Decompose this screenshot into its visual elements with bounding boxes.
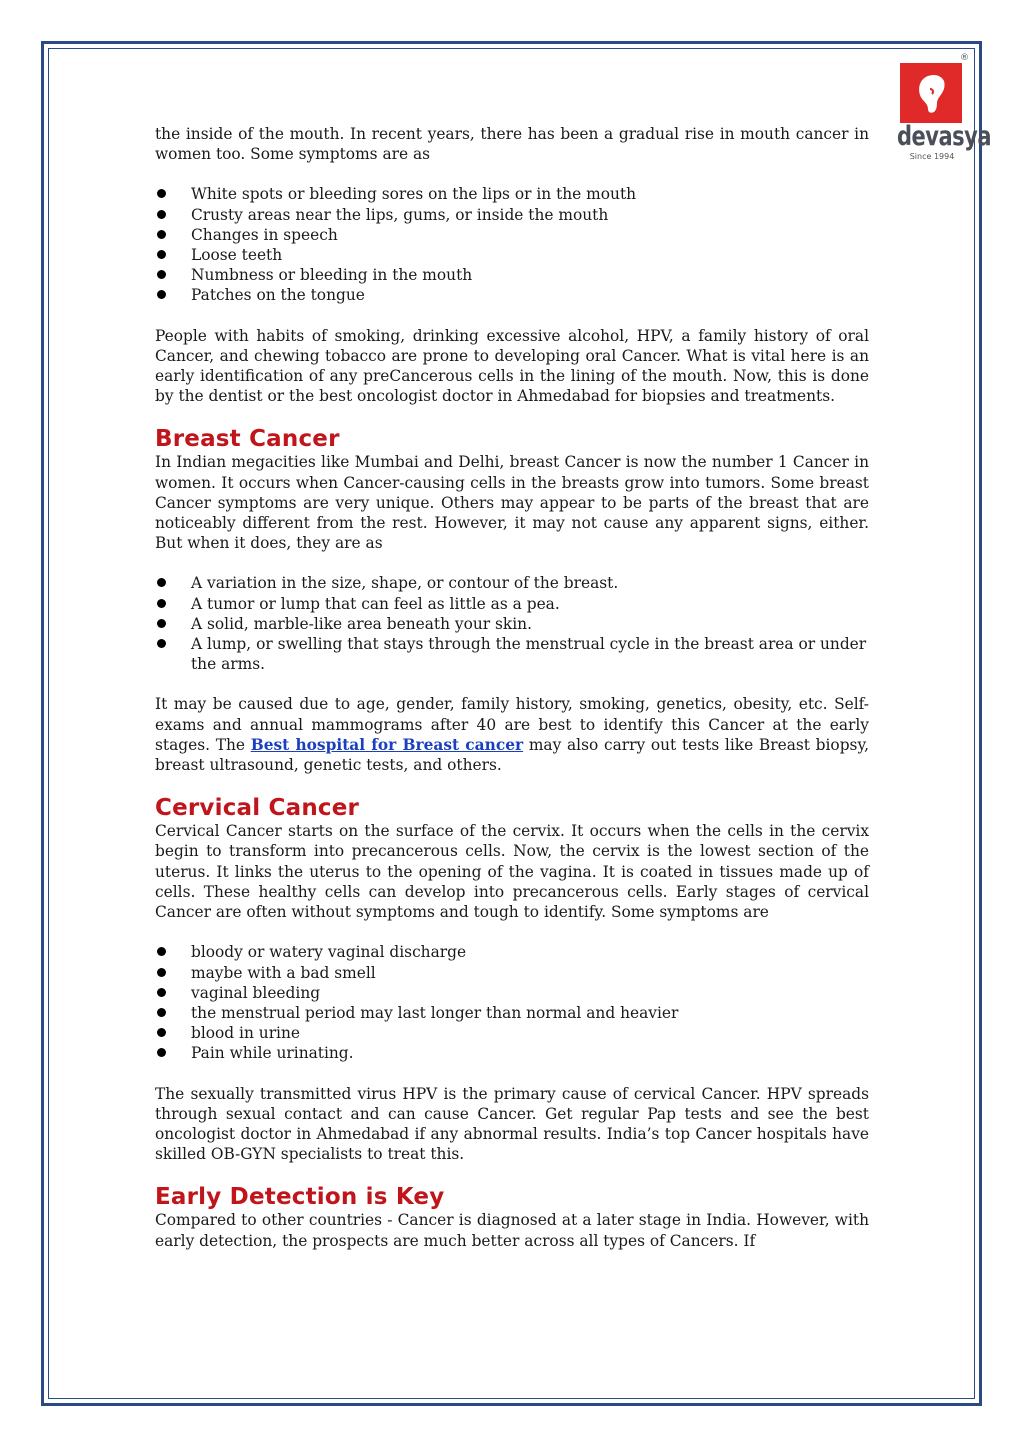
- list-item: A lump, or swelling that stays through the menstrual cycle in the breast area or under the arms.: [155, 634, 869, 674]
- oral-risk-paragraph: People with habits of smoking, drinking excessive alcohol, HPV, a family history of oral Cancer, and chewing tobacco are prone to developing oral Cancer. What is vital here is an early identification of any preCancerous cells in the lining of the mouth. Now, this is done by the dentist or the best oncologist doctor in Ahmedabad for biopsies and treatments.: [155, 326, 869, 406]
- intro-paragraph: the inside of the mouth. In recent years, there has been a gradual rise in mouth cancer in women too. Some symptoms are as: [155, 125, 869, 164]
- list-item: bloody or watery vaginal discharge: [155, 942, 869, 962]
- list-item: A solid, marble-like area beneath your skin.: [155, 614, 869, 634]
- bullet-icon: [157, 250, 166, 259]
- list-item: Changes in speech: [155, 225, 869, 245]
- bullet-icon: [157, 210, 166, 219]
- bullet-icon: [157, 988, 166, 997]
- bullet-icon: [157, 639, 166, 648]
- list-item: maybe with a bad smell: [155, 963, 869, 983]
- logo-since: Since 1994: [909, 152, 955, 161]
- document-body: [155, 124, 869, 1271]
- list-item: Pain while urinating.: [155, 1043, 869, 1063]
- bullet-icon: [157, 599, 166, 608]
- breast-symptoms-list: [155, 573, 869, 674]
- list-item: Crusty areas near the lips, gums, or inside the mouth: [155, 205, 869, 225]
- devasya-logo: [897, 53, 991, 167]
- breast-intro-paragraph: In Indian megacities like Mumbai and Delhi, breast Cancer is now the number 1 Cancer in women. It occurs when Cancer-causing cells in the breasts grow into tumors. Some breast Cancer symptoms are very unique. Others may appear to be parts of the breast that are noticeably different from the rest. However, it may not cause any apparent signs, either. But when it does, they are as: [155, 453, 869, 553]
- logo-brand-name: devasya: [897, 121, 991, 151]
- bullet-icon: [157, 619, 166, 628]
- bullet-icon: [157, 230, 166, 239]
- bullet-icon: [157, 1048, 166, 1057]
- bullet-icon: [157, 968, 166, 977]
- logo-emblem: [900, 63, 962, 123]
- early-detection-heading: Early Detection is Key: [155, 1184, 445, 1211]
- cervical-causes-paragraph: The sexually transmitted virus HPV is the primary cause of cervical Cancer. HPV spreads through sexual contact and can cause Cancer. Get regular Pap tests and see the best oncologist doctor in Ahmedabad if any abnormal results. India’s top Cancer hospitals have skilled OB-GYN specialists to treat this.: [155, 1084, 869, 1164]
- list-item: vaginal bleeding: [155, 983, 869, 1003]
- oral-symptoms-list: [155, 184, 869, 305]
- bullet-icon: [157, 578, 166, 587]
- bullet-icon: [157, 270, 166, 279]
- bullet-icon: [157, 1028, 166, 1037]
- list-item: A tumor or lump that can feel as little as a pea.: [155, 594, 869, 614]
- list-item: A variation in the size, shape, or contour of the breast.: [155, 573, 869, 593]
- registered-mark: ®: [960, 53, 969, 63]
- list-item: the menstrual period may last longer than normal and heavier: [155, 1003, 869, 1023]
- breast-cancer-heading: Breast Cancer: [155, 426, 340, 453]
- list-item: blood in urine: [155, 1023, 869, 1043]
- bullet-icon: [157, 1008, 166, 1017]
- breast-causes-paragraph: It may be caused due to age, gender, family history, smoking, genetics, obesity, etc. Self-exams and annual mammograms after 40 are best to identify this Cancer at the early stages. The Best hospital for Breast cancer may also carry out tests like Breast biopsy, breast ultrasound, genetic tests, and others.: [155, 695, 869, 775]
- list-item: Patches on the tongue: [155, 285, 869, 305]
- bullet-icon: [157, 290, 166, 299]
- best-hospital-breast-cancer-link[interactable]: Best hospital for Breast cancer: [250, 735, 524, 754]
- cervical-cancer-heading: Cervical Cancer: [155, 795, 360, 822]
- list-item: Numbness or bleeding in the mouth: [155, 265, 869, 285]
- list-item: White spots or bleeding sores on the lips or in the mouth: [155, 184, 869, 204]
- bullet-icon: [157, 189, 166, 198]
- cervical-intro-paragraph: Cervical Cancer starts on the surface of the cervix. It occurs when the cells in the cervix begin to transform into precancerous cells. Now, the cervix is the lowest section of the uterus. It links the uterus to the opening of the vagina. It is coated in tissues made up of cells. These healthy cells can develop into precancerous cells. Early stages of cervical Cancer are often without symptoms and tough to identify. Some symptoms are: [155, 822, 869, 922]
- early-detection-paragraph: Compared to other countries - Cancer is diagnosed at a later stage in India. However, with early detection, the prospects are much better across all types of Cancers. If: [155, 1211, 869, 1250]
- bullet-icon: [157, 947, 166, 956]
- kidney-icon: [900, 63, 962, 123]
- cervical-symptoms-list: [155, 942, 869, 1063]
- list-item: Loose teeth: [155, 245, 869, 265]
